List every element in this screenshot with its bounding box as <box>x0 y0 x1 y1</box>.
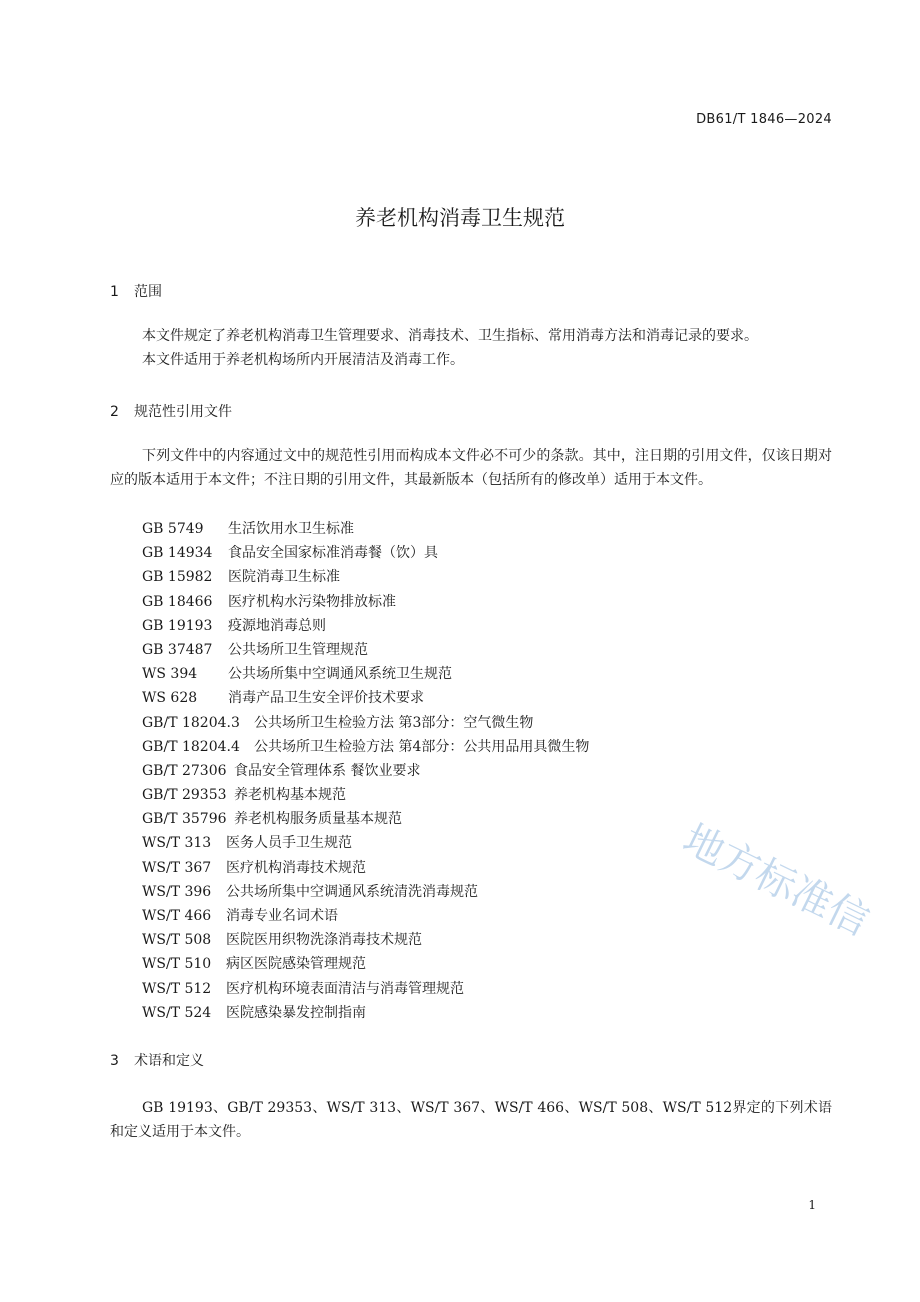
reference-code: GB 18466 <box>142 593 213 610</box>
reference-item <box>142 759 589 783</box>
reference-item <box>142 977 589 1001</box>
reference-code: WS/T 396 <box>142 883 212 900</box>
terms-intro: GB 19193、GB/T 29353、WS/T 313、WS/T 367、WS/T 466、WS/T 508、WS/T 512界定的下列术语和定义适用于本文件。 <box>110 1100 832 1140</box>
reference-code: WS/T 510 <box>142 956 212 973</box>
reference-name: 食品安全管理体系 餐饮业要求 <box>234 762 421 779</box>
reference-name: 医院感染暴发控制指南 <box>226 1004 366 1021</box>
section-number: 1 <box>110 284 119 300</box>
reference-code: WS 394 <box>142 666 198 683</box>
reference-name: 病区医院感染管理规范 <box>226 956 366 973</box>
section-title: 范围 <box>134 284 162 300</box>
reference-code: WS/T 466 <box>142 908 212 924</box>
scope-paragraph-1: 本文件规定了养老机构消毒卫生管理要求、消毒技术、卫生指标、常用消毒方法和消毒记录的要求。 <box>142 328 758 344</box>
reference-item <box>142 517 589 541</box>
reference-item <box>142 686 589 710</box>
reference-name: 公共场所卫生管理规范 <box>228 641 368 658</box>
reference-item <box>142 831 589 855</box>
reference-name: 医疗机构水污染物排放标准 <box>228 593 396 610</box>
reference-list <box>142 517 589 1025</box>
reference-code: WS/T 512 <box>142 980 212 997</box>
reference-item <box>142 856 589 880</box>
reference-code: WS/T 508 <box>142 932 212 949</box>
reference-item <box>142 711 589 735</box>
reference-name: 疫源地消毒总则 <box>228 617 326 634</box>
reference-code: GB 5749 <box>142 521 204 537</box>
reference-code: WS/T 524 <box>142 1004 212 1021</box>
reference-name: 医院消毒卫生标准 <box>228 569 340 586</box>
reference-code: WS 628 <box>142 690 198 707</box>
section-heading-scope <box>110 281 162 301</box>
reference-name: 消毒专业名词术语 <box>226 908 338 924</box>
reference-item <box>142 541 589 565</box>
section-heading-normative-references <box>110 401 232 421</box>
reference-code: GB/T 18204.4 <box>142 738 240 755</box>
reference-item <box>142 590 589 614</box>
references-intro: 下列文件中的内容通过文中的规范性引用而构成本文件必不可少的条款。其中，注日期的引用文件，仅该日期对应的版本适用于本文件；不注日期的引用文件，其最新版本（包括所有的修改单）适用于本文件。 <box>110 448 832 488</box>
reference-name: 消毒产品卫生安全评价技术要求 <box>228 690 424 707</box>
reference-name: 公共场所集中空调通风系统清洗消毒规范 <box>226 883 478 900</box>
section-number: 2 <box>110 404 119 420</box>
reference-item <box>142 807 589 831</box>
scope-paragraph-2: 本文件适用于养老机构场所内开展清洁及消毒工作。 <box>142 352 464 368</box>
reference-name: 公共场所卫生检验方法 第4部分：公共用品用具微生物 <box>254 738 590 755</box>
standard-code: DB61/T 1846—2024 <box>696 112 832 127</box>
reference-code: GB 15982 <box>142 569 213 586</box>
reference-item <box>142 638 589 662</box>
reference-name: 医疗机构环境表面清洁与消毒管理规范 <box>226 980 464 997</box>
reference-item <box>142 614 589 638</box>
reference-code: GB/T 29353 <box>142 787 227 804</box>
reference-item <box>142 565 589 589</box>
reference-item <box>142 662 589 686</box>
section-title: 规范性引用文件 <box>134 404 232 420</box>
reference-code: WS/T 367 <box>142 859 212 876</box>
section-heading-terms <box>110 1050 204 1070</box>
reference-item <box>142 735 589 759</box>
reference-name: 养老机构基本规范 <box>234 787 346 804</box>
section-number: 3 <box>110 1053 119 1069</box>
page-number: 1 <box>808 1198 816 1212</box>
reference-code: GB 14934 <box>142 545 213 562</box>
reference-name: 养老机构服务质量基本规范 <box>234 811 402 828</box>
document-title: 养老机构消毒卫生规范 <box>355 206 565 230</box>
reference-name: 医院医用织物洗涤消毒技术规范 <box>226 932 422 949</box>
reference-item <box>142 1001 589 1025</box>
reference-code: GB/T 35796 <box>142 811 227 828</box>
reference-code: GB/T 27306 <box>142 762 227 779</box>
reference-name: 医疗机构消毒技术规范 <box>226 859 366 876</box>
reference-item <box>142 928 589 952</box>
reference-item <box>142 952 589 976</box>
reference-name: 医务人员手卫生规范 <box>226 835 352 852</box>
reference-code: WS/T 313 <box>142 835 212 852</box>
watermark: 地方标准信 <box>675 816 876 946</box>
reference-name: 公共场所卫生检验方法 第3部分：空气微生物 <box>254 714 534 731</box>
reference-code: GB 19193 <box>142 617 213 634</box>
reference-name: 公共场所集中空调通风系统卫生规范 <box>228 666 452 683</box>
reference-item <box>142 880 589 904</box>
reference-item <box>142 783 589 807</box>
reference-code: GB/T 18204.3 <box>142 714 240 731</box>
reference-item <box>142 904 589 928</box>
reference-code: GB 37487 <box>142 641 213 658</box>
reference-name: 食品安全国家标准消毒餐（饮）具 <box>228 545 438 562</box>
section-title: 术语和定义 <box>134 1053 204 1069</box>
reference-name: 生活饮用水卫生标准 <box>228 521 354 537</box>
